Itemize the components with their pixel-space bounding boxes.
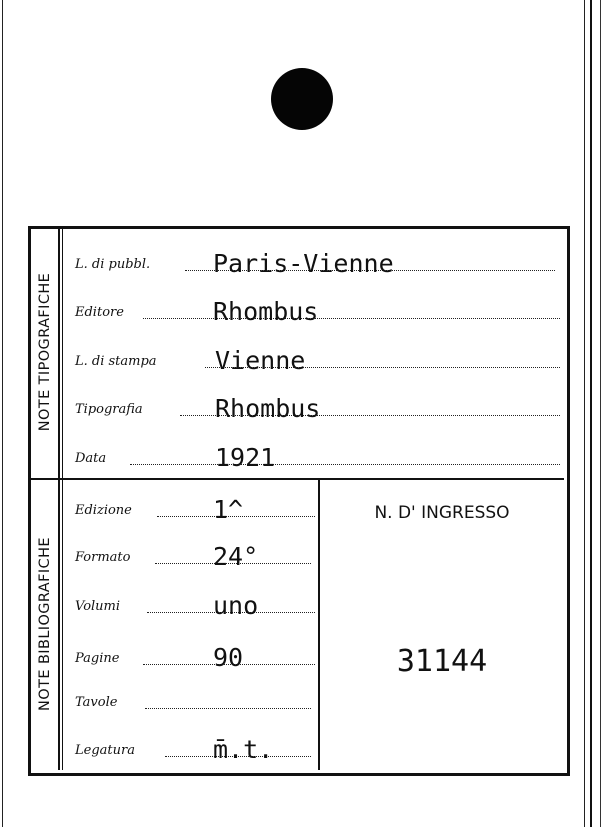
field-label: L. di pubbl. bbox=[75, 257, 151, 272]
label-column-divider bbox=[58, 229, 60, 770]
ingresso-label: N. D' INGRESSO bbox=[374, 503, 510, 523]
field-tavole bbox=[75, 686, 311, 716]
dotted-line bbox=[145, 708, 311, 709]
field-label: Tipografia bbox=[75, 402, 143, 417]
field-value: uno bbox=[213, 591, 259, 620]
field-value: 1921 bbox=[215, 443, 276, 472]
card-right-edge-2 bbox=[590, 0, 592, 827]
field-edizione bbox=[75, 494, 315, 524]
card-left-edge bbox=[2, 0, 3, 827]
field-formato bbox=[75, 541, 311, 571]
field-data bbox=[75, 442, 560, 472]
card-right-edge bbox=[584, 0, 585, 827]
field-label: Tavole bbox=[75, 695, 118, 710]
field-label: Formato bbox=[75, 550, 131, 565]
field-value: 90 bbox=[213, 643, 244, 672]
label-column-divider-inner bbox=[62, 229, 63, 770]
field-value: 24° bbox=[213, 542, 259, 571]
field-value: Paris-Vienne bbox=[213, 249, 394, 278]
field-label: L. di stampa bbox=[75, 354, 157, 369]
field-tipografia bbox=[75, 393, 560, 423]
field-legatura bbox=[75, 734, 311, 764]
field-label: Data bbox=[75, 451, 107, 466]
field-value: 1^ bbox=[213, 495, 244, 524]
field-value: Rhombus bbox=[215, 394, 321, 423]
field-value: Rhombus bbox=[213, 297, 319, 326]
field-label: Edizione bbox=[75, 503, 132, 518]
field-label: Volumi bbox=[75, 599, 121, 614]
dotted-line bbox=[130, 464, 560, 465]
field-editore bbox=[75, 296, 560, 326]
ingresso-number: 31144 bbox=[396, 644, 488, 679]
field-label: Legatura bbox=[75, 743, 135, 758]
field-value: Vienne bbox=[215, 346, 306, 375]
field-label: Editore bbox=[75, 305, 124, 320]
field-label: Pagine bbox=[75, 651, 120, 666]
field-pagine bbox=[75, 642, 315, 672]
field-luogo-stampa bbox=[75, 345, 560, 375]
punch-hole bbox=[271, 68, 333, 130]
field-value: m̄.t. bbox=[213, 735, 274, 764]
section-divider bbox=[31, 478, 564, 480]
field-luogo-pubblicazione bbox=[75, 248, 555, 278]
ingresso-column-divider bbox=[318, 480, 320, 770]
dotted-line bbox=[143, 318, 560, 319]
card-right-edge-3 bbox=[600, 0, 601, 827]
field-volumi bbox=[75, 590, 315, 620]
